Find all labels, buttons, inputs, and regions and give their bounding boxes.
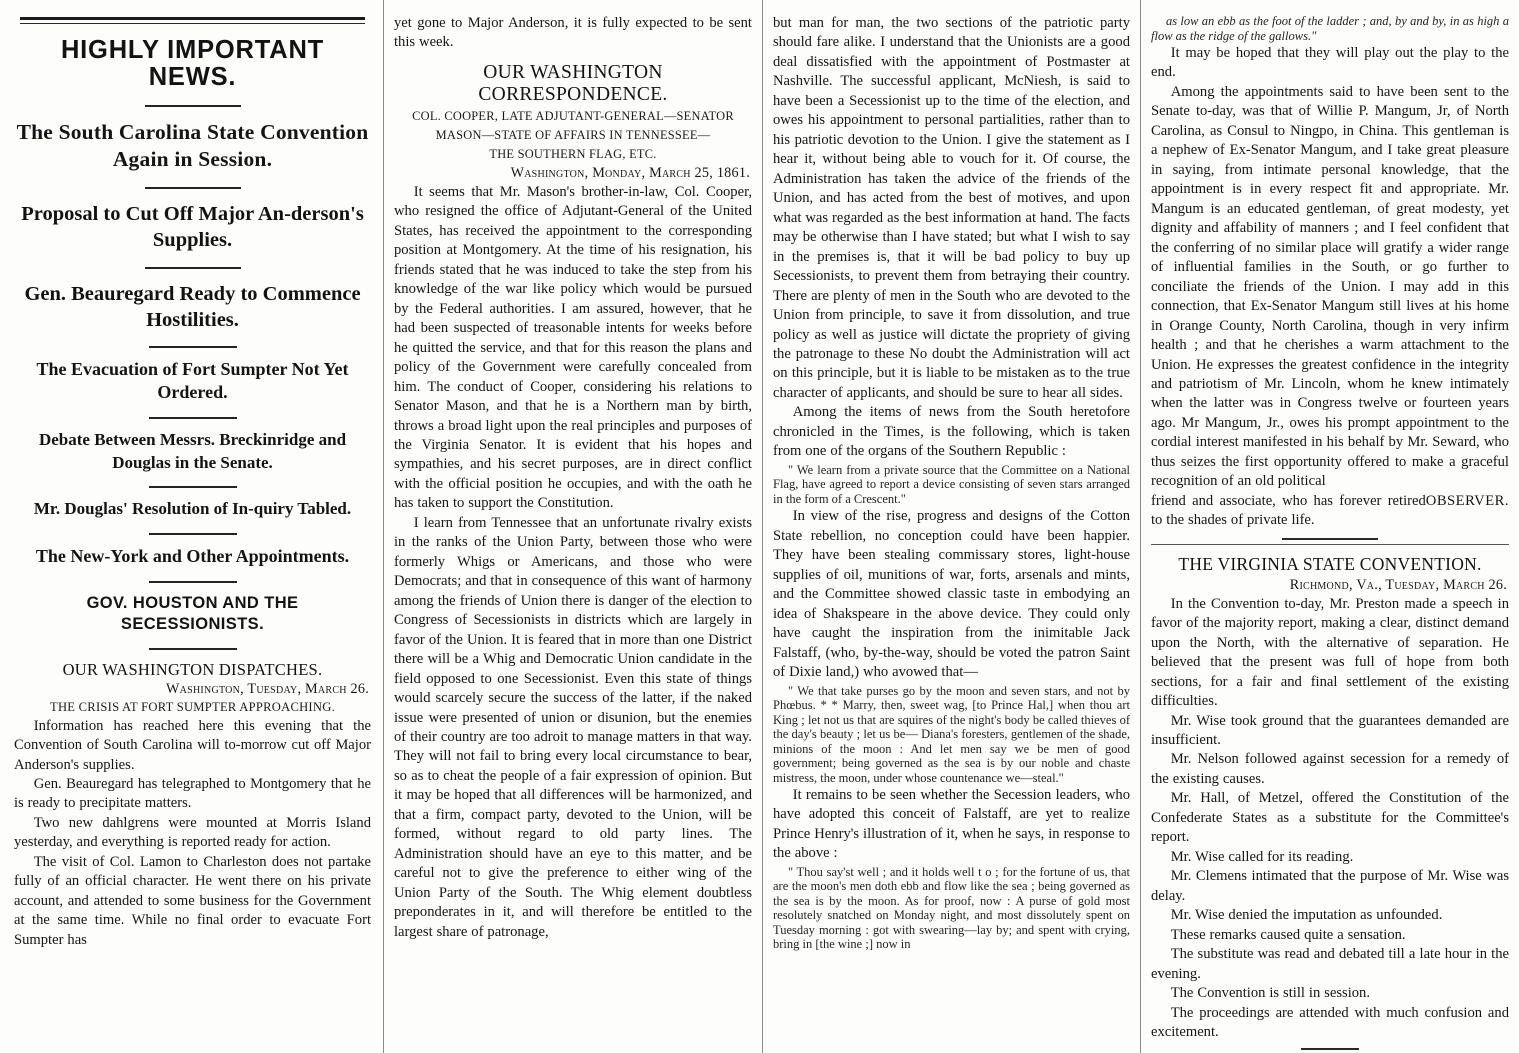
- paragraph: In the Convention to-day, Mr. Preston made a speech in favor of the majority report, making a clear, distinct demand upon the North, with the alternative of separation. He believed that the present was full of hope from both sections, for a fair and final settlement of the existing difficulties.: [1151, 595, 1509, 710]
- paragraph: Mr. Wise called for its reading.: [1170, 848, 1354, 865]
- headline-1: The South Carolina State Convention Again in Session.: [16, 119, 369, 171]
- column-3: [762, 0, 1140, 1053]
- signature-observer: OBSERVER.: [1425, 492, 1509, 509]
- headline-8: GOV. HOUSTON AND THE SECESSIONISTS.: [86, 593, 299, 634]
- blockquote-flag-device: " We learn from a private source that the Committee on a National Flag, have agreed to report a device consisting of seven stars arranged in the form of a Crescent.": [773, 462, 1130, 506]
- headline-4: The Evacuation of Fort Sumpter Not Yet Ordered.: [36, 358, 349, 403]
- headline-7: The New-York and Other Appointments.: [35, 545, 350, 566]
- column-1: [0, 0, 383, 1053]
- blockquote-continued: as low an ebb as the foot of the ladder ; and, by and by, in as high a flow as the ridge of the gallows.": [1151, 14, 1509, 43]
- paragraph: Two new dahlgrens were mounted at Morris Island yesterday, and everything is reported ready for action.: [14, 814, 371, 851]
- paragraph: Among the appointments said to have been sent to the Senate to-day, was that of Willie P. Mangum, Jr, of North Carolina, as Consul to Ningpo, in China. This gentleman is a nephew of Ex-Senator Mangum, and I take great pleasure in saying, from intimate personal knowledge, that the appointment is in every respect fit and appropriate. Mr. Mangum is an educated gentleman, of great modesty, yet dignity and affability of manners ; and I feel confident that the conferring of no similar place will gratify a wider range of influential families in the South, or go further to conciliate the friends of the Union. I may add in this connection, that Ex-Senator Mangum still lives at his home in Orange County, North Carolina, though in very infirm health ; and that he cherishes a warm attachment to the Union. He expresses the greatest confidence in the integrity and patriotism of Mr. Lincoln, whom he knew intimately when the latter was in Congress twelve or fourteen years ago. Mr Mangum, Jr., owes his prompt appointment to the cordial interest manifested in his behalf by Mr. Seward, who thus seizes the first opportunity offered to make a graceful recognition of an old political: [1151, 83, 1509, 490]
- paragraph: It remains to be seen whether the Secession leaders, who have adopted this conceit of Falstaff, are yet to realize Prince Henry's illustration of it, when he says, in response to the above :: [773, 787, 1130, 862]
- end-rule: [1301, 1048, 1359, 1050]
- column-2: [383, 0, 762, 1053]
- section-divider: [1282, 538, 1378, 540]
- paragraph: The proceedings are attended with much confusion and excitement.: [1151, 1004, 1509, 1041]
- kicker-line-1: COL. COOPER, LATE ADJUTANT-GENERAL—SENATOR: [412, 108, 734, 123]
- section-box-rule: [1151, 544, 1509, 545]
- continued-paragraph: yet gone to Major Anderson, it is fully expected to be sent this week.: [394, 15, 752, 51]
- paragraph: Mr. Nelson followed against secession for a remedy of the existing causes.: [1151, 751, 1509, 787]
- section-head-correspondence: OUR WASHINGTON CORRESPONDENCE.: [478, 61, 668, 105]
- paragraph: Among the items of news from the South heretofore chronicled in the Times, is the following, which is taken from one of the organs of the Southern Republic :: [773, 404, 1130, 460]
- headline-6: Mr. Douglas' Resolution of In-quiry Tabled.: [33, 499, 352, 519]
- dateline-richmond: Richmond, Va., Tuesday, March 26.: [1289, 576, 1507, 593]
- dateline-washington-correspondence: Washington, Monday, March 25, 1861.: [510, 164, 750, 181]
- dateline-washington: Washington, Tuesday, March 26.: [166, 680, 369, 697]
- paragraph: In view of the rise, progress and designs of the Cotton State rebellion, no conception could have been happier. They have been stealing commissary stores, light-house supplies of oil, munitions of war, forts, arsenals and mints, and the Committee showed classic taste in embodying an idea of Shakspeare in the above device. They could only have caught the inspiration from the inimitable Jack Falstaff, (who, by-the-way, should be voted the patron Saint of Dixie land,) who avowed that—: [773, 508, 1130, 681]
- headline-divider: [149, 346, 237, 348]
- headline-divider: [149, 533, 237, 535]
- paragraph-with-signature: [1151, 492, 1509, 531]
- headline-divider: [145, 187, 241, 189]
- paragraph: Mr. Wise took ground that the guarantees demanded are insufficient.: [1151, 712, 1509, 748]
- headline-2: Proposal to Cut Off Major An-derson's Supplies.: [21, 202, 364, 251]
- paragraph: It seems that Mr. Mason's brother-in-law, Col. Cooper, who resigned the office of Adjutant-General of the United States, has received the appointment to the corresponding position at Montgomery. At the time of his resignation, his friends stated that he was induced to take the step from his knowledge of the war like policy which would be pursued by the Federal authorities. I am assured, however, that he had been suspected of treasonable intents for weeks before he quitted the service, and that for this reason the plans and policy of the Government were carefully concealed from him. The conduct of Cooper, considering his relations to Senator Mason, and that he is a Northern man by birth, throws a broad light upon the real principles and purposes of the Virginia Senator. It is evident that his hopes and sympathies, and his secret purposes, are in direct conflict with the official position he occupies, and with the oath he has taken to support the Constitution.: [394, 183, 752, 512]
- headline-divider: [145, 267, 241, 269]
- blockquote-falstaff: " We that take purses go by the moon and seven stars, and not by Phœbus. * * Marry, then, sweet wag, [to Prince Hal,] when thou art King ; let not us that are squires of the night's body be called thieves of the day's beauty ; let us be— Diana's foresters, gentlemen of the shade, minions of the moon : And let men say we be men of good government; being governed as the sea is by our noble and chaste mistress, the moon, under whose countenance we—steal.": [773, 683, 1130, 785]
- paragraph: The substitute was read and debated till a late hour in the evening.: [1151, 946, 1509, 982]
- section-head-virginia-convention: THE VIRGINIA STATE CONVENTION.: [1178, 553, 1482, 574]
- masthead-headline: HIGHLY IMPORTANT NEWS.: [60, 36, 325, 91]
- column-4: [1140, 0, 1519, 1053]
- paragraph: The Convention is still in session.: [1170, 985, 1370, 1002]
- blockquote-prince-henry: " Thou say'st well ; and it holds well t o ; for the fortune of us, that are the moon's men doth ebb and flow like the sea ; being governed as the sea is by the moon. As for proof, now : A purse of gold most resolutely snatched on Monday night, and most dissolutely spent on Tuesday morning : got with swearing—lay by; and spent with crying, bring in [the wine ;] now in: [773, 864, 1130, 952]
- paragraph: Mr. Wise denied the imputation as unfounded.: [1170, 907, 1443, 924]
- paragraph: Mr. Clemens intimated that the purpose of Mr. Wise was delay.: [1151, 868, 1509, 904]
- paragraph: The visit of Col. Lamon to Charleston does not partake fully of an official character. He went there on his private account, and attended to some business for the Government at the same time. While no final order to evacuate Fort Sumpter has: [14, 853, 371, 948]
- paragraph: These remarks caused quite a sensation.: [1170, 926, 1406, 943]
- top-rule: [20, 17, 365, 24]
- crisis-subhead: THE CRISIS AT FORT SUMPTER APPROACHING.: [50, 699, 335, 714]
- headline-divider: [149, 581, 237, 583]
- headline-divider: [149, 417, 237, 419]
- headline-divider: [145, 105, 241, 107]
- paragraph: I learn from Tennessee that an unfortunate rivalry exists in the ranks of the Union Party, between those who were formerly Whigs or Americans, and those who were Democrats; and that in consequence of this want of harmony among the friends of Union there is danger of the election to Congress of Secessionists in districts which are largely in favor of the Union. It is feared that in more than one District there will be a Whig and Democratic Union candidate in the field opposed to one Secessionist. Even this state of things would scarcely secure the success of the latter, if the naked issue were presented of union or disunion, but the enemies of their country are too adroit to manage matters in that way. They will not fail to bring every local circumstance to bear, so as to cheat the people of a fair expression of opinion. But it may be hoped that all differences will be harmonized, and that a firm, compact party, devoted to the Union, will be formed, without regard to old party lines. The Administration should have an eye to this matter, and be careful not to give the preference to either wing of the Union Party of the South. The Whig element doubtless preponderates in it, and will therefore be entitled to the largest share of patronage,: [394, 514, 752, 940]
- section-head-dispatches: OUR WASHINGTON DISPATCHES.: [62, 659, 323, 679]
- headline-divider: [149, 486, 237, 488]
- paragraph-text: friend and associate, who has forever retired to the shades of private life.: [1151, 492, 1426, 529]
- paragraph: Gen. Beauregard has telegraphed to Montgomery that he is ready to precipitate matters.: [14, 775, 371, 812]
- paragraph: Information has reached here this evening that the Convention of South Carolina will to-morrow cut off Major Anderson's supplies.: [14, 717, 371, 773]
- kicker-line-2: MASON—STATE OF AFFAIRS IN TENNESSEE—: [435, 127, 711, 142]
- headline-5: Debate Between Messrs. Breckinridge and Douglas in the Senate.: [38, 430, 347, 472]
- paragraph: It may be hoped that they will play out the play to the end.: [1151, 45, 1509, 81]
- paragraph: but man for man, the two sections of the patriotic party should fare alike. I understand that the Unionists are a good deal dissatisfied with the appointment of Postmaster at Nashville. The successful applicant, McNiesh, is said to have been a Secessionist up to the time of the election, and owes his appointment to personal partialities, rather than to his patriotic devotion to the Union. I give the statement as I hear it, without being able to vouch for it. Of course, the Administration has taken the advice of the friends of the Union, and has acted from the best of motives, and upon what was regarded as the best information at hand. The facts may be otherwise than I have stated; but what I wish to say in the premises is, that it will be bad policy to buy up Secessionists, to prevent them from betraying their country. There are plenty of men in the South who are devoted to the Union from principle, to save it from dissolution, and true policy as well as justice will dictate the propriety of giving the patronage to these No doubt the Administration will act on this principle, but it is liable to be mistaken as to the true character of applicants, and should be sure to hear all sides.: [773, 15, 1130, 401]
- paragraph: Mr. Hall, of Metzel, offered the Constitution of the Confederate States as a substitute for the Committee's report.: [1151, 790, 1509, 846]
- headline-divider: [149, 648, 237, 650]
- kicker-line-3: THE SOUTHERN FLAG, ETC.: [489, 146, 657, 161]
- headline-3: Gen. Beauregard Ready to Commence Hostilities.: [24, 283, 361, 332]
